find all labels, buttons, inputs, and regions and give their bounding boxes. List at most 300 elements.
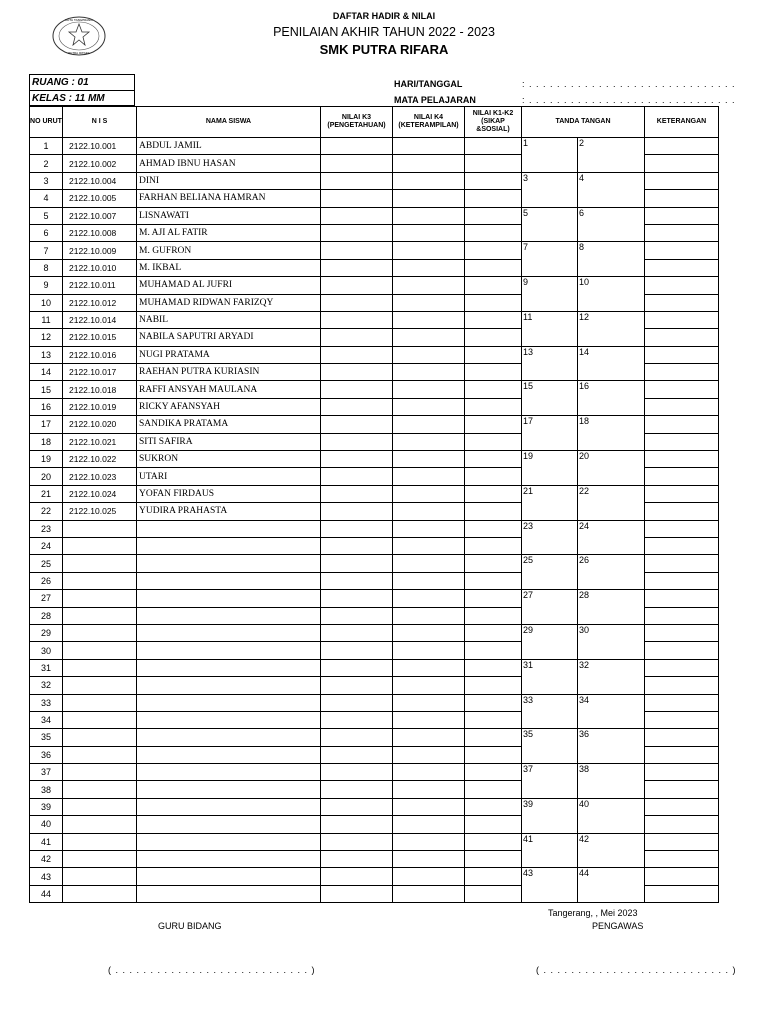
row-k1k2 bbox=[465, 155, 522, 172]
row-ket bbox=[645, 537, 719, 554]
row-k3 bbox=[321, 224, 393, 241]
row-nis bbox=[63, 851, 137, 868]
signature-number: 33 bbox=[523, 694, 534, 705]
row-no: 27 bbox=[30, 590, 63, 607]
row-nis: 2122.10.015 bbox=[63, 329, 137, 346]
row-k3 bbox=[321, 138, 393, 155]
row-nis: 2122.10.010 bbox=[63, 259, 137, 276]
row-ket bbox=[645, 885, 719, 902]
row-k1k2 bbox=[465, 851, 522, 868]
row-no: 14 bbox=[30, 364, 63, 381]
row-k3 bbox=[321, 451, 393, 468]
row-k3 bbox=[321, 642, 393, 659]
signature-cell-right bbox=[578, 451, 645, 486]
subject-dots: : . . . . . . . . . . . . . . . . . . . . . . . . . . . . . . bbox=[522, 95, 736, 105]
row-ket bbox=[645, 224, 719, 241]
row-ket bbox=[645, 851, 719, 868]
row-k4 bbox=[393, 555, 465, 572]
row-k4 bbox=[393, 381, 465, 398]
row-k3 bbox=[321, 677, 393, 694]
signature-cell-left bbox=[522, 798, 578, 833]
row-nama bbox=[137, 851, 321, 868]
signature-number: 1 bbox=[523, 138, 529, 148]
signature-cell-left bbox=[522, 729, 578, 764]
signature-number: 25 bbox=[523, 555, 534, 566]
row-k1k2 bbox=[465, 868, 522, 885]
row-ket bbox=[645, 642, 719, 659]
row-nama: NABIL bbox=[137, 311, 321, 328]
signature-cell-right bbox=[578, 555, 645, 590]
row-no: 6 bbox=[30, 224, 63, 241]
table-row bbox=[30, 277, 719, 294]
row-k4 bbox=[393, 242, 465, 259]
row-k3 bbox=[321, 155, 393, 172]
signature-cell-right bbox=[578, 833, 645, 868]
row-k3 bbox=[321, 468, 393, 485]
signature-number: 36 bbox=[579, 729, 590, 740]
row-nis bbox=[63, 607, 137, 624]
signature-number: 35 bbox=[523, 729, 534, 740]
row-nis: 2122.10.007 bbox=[63, 207, 137, 224]
row-ket bbox=[645, 607, 719, 624]
row-k1k2 bbox=[465, 138, 522, 155]
row-k1k2 bbox=[465, 607, 522, 624]
row-k4 bbox=[393, 659, 465, 676]
row-nama: RAFFI ANSYAH MAULANA bbox=[137, 381, 321, 398]
table-row bbox=[30, 381, 719, 398]
row-nama: ABDUL JAMIL bbox=[137, 138, 321, 155]
row-nis: 2122.10.001 bbox=[63, 138, 137, 155]
row-ket bbox=[645, 294, 719, 311]
row-ket bbox=[645, 155, 719, 172]
row-nama bbox=[137, 694, 321, 711]
row-nis: 2122.10.009 bbox=[63, 242, 137, 259]
signature-cell-left bbox=[522, 694, 578, 729]
row-k1k2 bbox=[465, 503, 522, 520]
row-k3 bbox=[321, 329, 393, 346]
place-date: Tangerang, , Mei 2023 bbox=[548, 908, 638, 918]
row-no: 17 bbox=[30, 416, 63, 433]
signature-cell-right bbox=[578, 311, 645, 346]
signature-number: 9 bbox=[523, 277, 529, 288]
row-k3 bbox=[321, 885, 393, 902]
row-k4 bbox=[393, 224, 465, 241]
signature-number: 24 bbox=[579, 520, 590, 531]
signature-number: 5 bbox=[523, 207, 529, 218]
row-k3 bbox=[321, 364, 393, 381]
signature-cell-right bbox=[578, 798, 645, 833]
row-ket bbox=[645, 572, 719, 589]
row-k3 bbox=[321, 816, 393, 833]
row-nama bbox=[137, 885, 321, 902]
signature-cell-left bbox=[522, 833, 578, 868]
row-ket bbox=[645, 451, 719, 468]
row-no: 30 bbox=[30, 642, 63, 659]
room-class-box bbox=[29, 74, 135, 106]
row-k1k2 bbox=[465, 590, 522, 607]
signature-cell-right bbox=[578, 694, 645, 729]
row-nama: AHMAD IBNU HASAN bbox=[137, 155, 321, 172]
table-row bbox=[30, 416, 719, 433]
row-nama bbox=[137, 746, 321, 763]
row-nama bbox=[137, 607, 321, 624]
signature-cell-right bbox=[578, 172, 645, 207]
row-k1k2 bbox=[465, 555, 522, 572]
row-k4 bbox=[393, 190, 465, 207]
guru-signature-line: ( . . . . . . . . . . . . . . . . . . . . . . . . . . . . ) bbox=[108, 965, 316, 975]
svg-text:PUTRA RIFARA: PUTRA RIFARA bbox=[68, 51, 90, 55]
row-no: 31 bbox=[30, 659, 63, 676]
row-ket bbox=[645, 346, 719, 363]
row-no: 36 bbox=[30, 746, 63, 763]
signature-number: 16 bbox=[579, 381, 590, 392]
signature-cell-left bbox=[522, 346, 578, 381]
signature-number: 7 bbox=[523, 242, 529, 253]
row-ket bbox=[645, 190, 719, 207]
signature-cell-left bbox=[522, 590, 578, 625]
row-no: 11 bbox=[30, 311, 63, 328]
row-nis bbox=[63, 868, 137, 885]
signature-number: 11 bbox=[523, 311, 533, 322]
row-k3 bbox=[321, 746, 393, 763]
row-ket bbox=[645, 694, 719, 711]
row-no: 34 bbox=[30, 711, 63, 728]
row-k4 bbox=[393, 868, 465, 885]
signature-cell-right bbox=[578, 729, 645, 764]
row-nama bbox=[137, 590, 321, 607]
table-row bbox=[30, 694, 719, 711]
row-ket bbox=[645, 277, 719, 294]
row-nama: RICKY AFANSYAH bbox=[137, 398, 321, 415]
row-k4 bbox=[393, 537, 465, 554]
row-ket bbox=[645, 329, 719, 346]
row-nama: RAEHAN PUTRA KURIASIN bbox=[137, 364, 321, 381]
row-k4 bbox=[393, 642, 465, 659]
signature-cell-right bbox=[578, 624, 645, 659]
row-k1k2 bbox=[465, 537, 522, 554]
row-k3 bbox=[321, 624, 393, 641]
row-no: 25 bbox=[30, 555, 63, 572]
row-nis: 2122.10.021 bbox=[63, 433, 137, 450]
row-nama: M. AJI AL FATIR bbox=[137, 224, 321, 241]
row-nis: 2122.10.018 bbox=[63, 381, 137, 398]
row-k1k2 bbox=[465, 468, 522, 485]
row-no: 9 bbox=[30, 277, 63, 294]
signature-number: 13 bbox=[523, 346, 534, 357]
row-nis bbox=[63, 694, 137, 711]
signature-cell-right bbox=[578, 381, 645, 416]
row-ket bbox=[645, 781, 719, 798]
row-k4 bbox=[393, 207, 465, 224]
row-ket bbox=[645, 624, 719, 641]
row-k1k2 bbox=[465, 207, 522, 224]
row-ket bbox=[645, 207, 719, 224]
row-k3 bbox=[321, 311, 393, 328]
row-ket bbox=[645, 468, 719, 485]
signature-cell-right bbox=[578, 207, 645, 242]
row-k3 bbox=[321, 242, 393, 259]
row-no: 38 bbox=[30, 781, 63, 798]
row-nama bbox=[137, 677, 321, 694]
row-k3 bbox=[321, 520, 393, 537]
table-row bbox=[30, 729, 719, 746]
row-nama bbox=[137, 642, 321, 659]
row-k1k2 bbox=[465, 677, 522, 694]
row-nama: SITI SAFIRA bbox=[137, 433, 321, 450]
signature-cell-left bbox=[522, 416, 578, 451]
row-k1k2 bbox=[465, 729, 522, 746]
row-k4 bbox=[393, 764, 465, 781]
row-k1k2 bbox=[465, 833, 522, 850]
row-ket bbox=[645, 433, 719, 450]
row-k3 bbox=[321, 190, 393, 207]
row-nis bbox=[63, 624, 137, 641]
date-label: HARI/TANGGAL bbox=[394, 79, 463, 89]
row-k3 bbox=[321, 851, 393, 868]
signature-number: 15 bbox=[523, 381, 534, 392]
row-nis: 2122.10.002 bbox=[63, 155, 137, 172]
col-nama: NAMA SISWA bbox=[137, 107, 321, 138]
row-ket bbox=[645, 503, 719, 520]
row-no: 20 bbox=[30, 468, 63, 485]
signature-cell-right bbox=[578, 485, 645, 520]
row-nama bbox=[137, 537, 321, 554]
row-nis: 2122.10.020 bbox=[63, 416, 137, 433]
row-nis: 2122.10.008 bbox=[63, 224, 137, 241]
row-no: 32 bbox=[30, 677, 63, 694]
row-k1k2 bbox=[465, 659, 522, 676]
signature-cell-right bbox=[578, 520, 645, 555]
row-nis: 2122.10.023 bbox=[63, 468, 137, 485]
row-k4 bbox=[393, 259, 465, 276]
row-k3 bbox=[321, 207, 393, 224]
row-k1k2 bbox=[465, 381, 522, 398]
row-ket bbox=[645, 416, 719, 433]
row-k3 bbox=[321, 868, 393, 885]
row-k3 bbox=[321, 416, 393, 433]
signature-cell-left bbox=[522, 451, 578, 486]
row-k3 bbox=[321, 798, 393, 815]
row-k1k2 bbox=[465, 242, 522, 259]
signature-number: 2 bbox=[579, 138, 585, 148]
guru-bidang-label: GURU BIDANG bbox=[158, 921, 222, 931]
row-k1k2 bbox=[465, 190, 522, 207]
row-k1k2 bbox=[465, 746, 522, 763]
row-nis bbox=[63, 642, 137, 659]
row-nama bbox=[137, 764, 321, 781]
row-no: 26 bbox=[30, 572, 63, 589]
row-k1k2 bbox=[465, 172, 522, 189]
row-nis bbox=[63, 555, 137, 572]
doc-title-2: PENILAIAN AKHIR TAHUN 2022 - 2023 bbox=[273, 25, 495, 39]
row-ket bbox=[645, 590, 719, 607]
row-no: 37 bbox=[30, 764, 63, 781]
signature-cell-right bbox=[578, 764, 645, 799]
row-nama bbox=[137, 572, 321, 589]
row-k4 bbox=[393, 416, 465, 433]
col-ttd: TANDA TANGAN bbox=[522, 107, 645, 138]
row-no: 2 bbox=[30, 155, 63, 172]
signature-number: 14 bbox=[579, 346, 590, 357]
row-no: 13 bbox=[30, 346, 63, 363]
row-k3 bbox=[321, 694, 393, 711]
row-ket bbox=[645, 259, 719, 276]
table-row bbox=[30, 311, 719, 328]
row-nis bbox=[63, 885, 137, 902]
row-k3 bbox=[321, 659, 393, 676]
row-k1k2 bbox=[465, 416, 522, 433]
date-dots: : . . . . . . . . . . . . . . . . . . . . . . . . . . . . . . bbox=[522, 79, 736, 89]
row-nama bbox=[137, 555, 321, 572]
row-k3 bbox=[321, 729, 393, 746]
signature-number: 3 bbox=[523, 172, 529, 183]
row-nis: 2122.10.014 bbox=[63, 311, 137, 328]
row-no: 44 bbox=[30, 885, 63, 902]
row-nama: M. IKBAL bbox=[137, 259, 321, 276]
signature-cell-right bbox=[578, 277, 645, 312]
row-k4 bbox=[393, 311, 465, 328]
row-k3 bbox=[321, 781, 393, 798]
row-ket bbox=[645, 172, 719, 189]
row-ket bbox=[645, 520, 719, 537]
row-nama: FARHAN BELIANA HAMRAN bbox=[137, 190, 321, 207]
row-k1k2 bbox=[465, 259, 522, 276]
signature-cell-left bbox=[522, 172, 578, 207]
table-row bbox=[30, 659, 719, 676]
row-no: 33 bbox=[30, 694, 63, 711]
signature-number: 30 bbox=[579, 624, 590, 635]
row-k4 bbox=[393, 781, 465, 798]
signature-cell-left bbox=[522, 555, 578, 590]
row-nama bbox=[137, 816, 321, 833]
signature-number: 19 bbox=[523, 451, 534, 462]
signature-number: 29 bbox=[523, 624, 534, 635]
row-ket bbox=[645, 746, 719, 763]
row-k4 bbox=[393, 746, 465, 763]
pengawas-label: PENGAWAS bbox=[592, 921, 644, 931]
row-no: 39 bbox=[30, 798, 63, 815]
row-k4 bbox=[393, 624, 465, 641]
signature-number: 40 bbox=[579, 798, 590, 809]
row-nis bbox=[63, 816, 137, 833]
row-ket bbox=[645, 677, 719, 694]
row-k3 bbox=[321, 485, 393, 502]
signature-cell-right bbox=[578, 868, 645, 903]
row-k1k2 bbox=[465, 329, 522, 346]
col-k4: NILAI K4 (KETERAMPILAN) bbox=[393, 107, 465, 138]
row-k1k2 bbox=[465, 764, 522, 781]
row-k4 bbox=[393, 294, 465, 311]
row-k3 bbox=[321, 433, 393, 450]
row-nama: DINI bbox=[137, 172, 321, 189]
row-k3 bbox=[321, 259, 393, 276]
row-k4 bbox=[393, 329, 465, 346]
col-no: NO URUT bbox=[30, 107, 63, 138]
row-nama: M. GUFRON bbox=[137, 242, 321, 259]
signature-number: 21 bbox=[523, 485, 534, 496]
table-row bbox=[30, 520, 719, 537]
svg-text:KOTA TANGERANG: KOTA TANGERANG bbox=[65, 18, 93, 22]
row-k4 bbox=[393, 694, 465, 711]
row-k4 bbox=[393, 833, 465, 850]
row-k3 bbox=[321, 764, 393, 781]
row-no: 19 bbox=[30, 451, 63, 468]
signature-number: 26 bbox=[579, 555, 590, 566]
row-k3 bbox=[321, 381, 393, 398]
col-nis: N I S bbox=[63, 107, 137, 138]
row-no: 10 bbox=[30, 294, 63, 311]
row-no: 16 bbox=[30, 398, 63, 415]
table-row bbox=[30, 172, 719, 189]
table-row bbox=[30, 590, 719, 607]
signature-cell-left bbox=[522, 659, 578, 694]
row-nis: 2122.10.017 bbox=[63, 364, 137, 381]
row-k1k2 bbox=[465, 642, 522, 659]
row-no: 3 bbox=[30, 172, 63, 189]
row-nama: NABILA SAPUTRI ARYADI bbox=[137, 329, 321, 346]
signature-cell-left bbox=[522, 520, 578, 555]
attendance-table bbox=[29, 106, 719, 903]
row-k3 bbox=[321, 503, 393, 520]
signature-number: 20 bbox=[579, 451, 590, 462]
row-nis bbox=[63, 764, 137, 781]
signature-cell-right bbox=[578, 416, 645, 451]
row-nis bbox=[63, 520, 137, 537]
row-k1k2 bbox=[465, 485, 522, 502]
row-nis bbox=[63, 572, 137, 589]
class-label: KELAS : 11 MM bbox=[32, 93, 105, 104]
signature-number: 23 bbox=[523, 520, 534, 531]
row-ket bbox=[645, 729, 719, 746]
table-row bbox=[30, 555, 719, 572]
signature-cell-right bbox=[578, 659, 645, 694]
row-nama: UTARI bbox=[137, 468, 321, 485]
row-no: 24 bbox=[30, 537, 63, 554]
row-no: 35 bbox=[30, 729, 63, 746]
row-no: 28 bbox=[30, 607, 63, 624]
row-nama bbox=[137, 711, 321, 728]
row-no: 40 bbox=[30, 816, 63, 833]
row-ket bbox=[645, 242, 719, 259]
signature-cell-left bbox=[522, 764, 578, 799]
row-k3 bbox=[321, 607, 393, 624]
row-no: 15 bbox=[30, 381, 63, 398]
row-nis: 2122.10.025 bbox=[63, 503, 137, 520]
signature-cell-left bbox=[522, 485, 578, 520]
row-nama bbox=[137, 868, 321, 885]
row-k1k2 bbox=[465, 798, 522, 815]
row-ket bbox=[645, 138, 719, 155]
row-ket bbox=[645, 798, 719, 815]
signature-number: 37 bbox=[523, 764, 534, 775]
row-k4 bbox=[393, 885, 465, 902]
row-no: 18 bbox=[30, 433, 63, 450]
table-row bbox=[30, 624, 719, 641]
row-nama bbox=[137, 798, 321, 815]
table-row bbox=[30, 346, 719, 363]
row-k4 bbox=[393, 433, 465, 450]
signature-cell-left bbox=[522, 624, 578, 659]
row-ket bbox=[645, 659, 719, 676]
row-nis bbox=[63, 746, 137, 763]
row-nis bbox=[63, 659, 137, 676]
row-k4 bbox=[393, 590, 465, 607]
row-nama bbox=[137, 624, 321, 641]
row-nis bbox=[63, 711, 137, 728]
row-no: 5 bbox=[30, 207, 63, 224]
signature-cell-left bbox=[522, 138, 578, 173]
signature-number: 42 bbox=[579, 833, 590, 844]
